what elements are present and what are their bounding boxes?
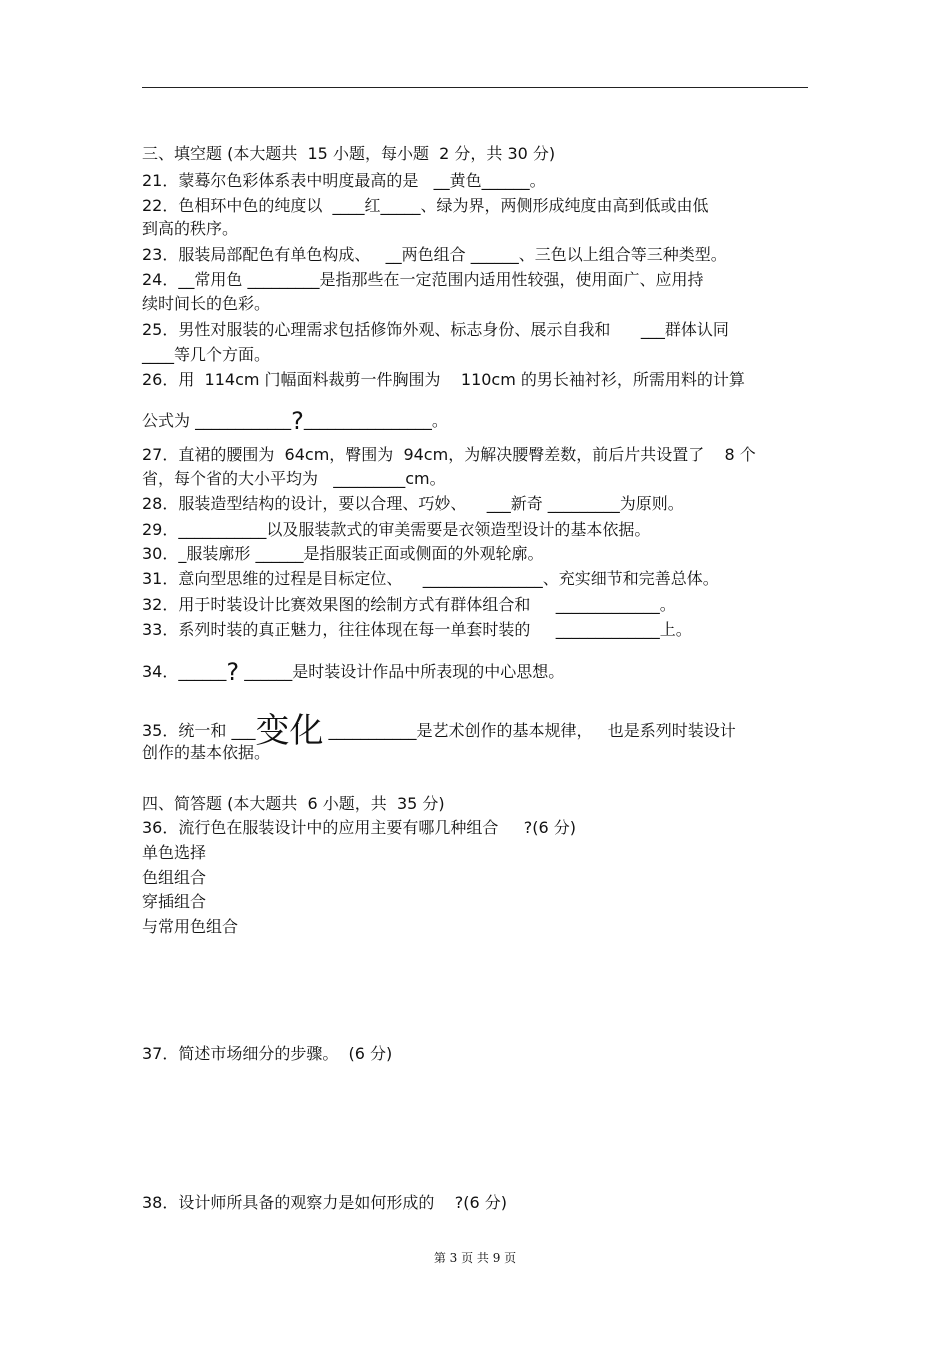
- question-35-pre: 35．统一和 ___: [142, 721, 256, 740]
- answer-36-4: 与常用色组合: [142, 917, 239, 936]
- question-30: 30．_服装廓形 ______是指服装正面或侧面的外观轮廓。: [142, 544, 544, 563]
- question-34: [142, 660, 564, 684]
- answer-36-1: 单色选择: [142, 843, 207, 862]
- question-29: 29．___________以及服装款式的审美需要是衣领造型设计的基本依据。: [142, 520, 651, 539]
- question-26-line2: [142, 409, 448, 433]
- question-22-line2: 到高的秩序。: [142, 219, 239, 238]
- question-21: 21．蒙蓦尔色彩体系表中明度最高的是 __黄色______。: [142, 171, 546, 190]
- section-short-header: 四、简答题 (本大题共 6 小题，共 35 分): [142, 794, 445, 813]
- question-26-line2-pre: 公式为 ____________: [142, 411, 292, 430]
- question-33: 33．系列时装的真正魅力，往往体现在每一单套时装的 _____________上。: [142, 620, 692, 639]
- question-23: 23．服装局部配色有单色构成、 __两色组合 ______、三色以上组合等三种类型。: [142, 245, 727, 264]
- question-38: 38．设计师所具备的观察力是如何形成的 ?(6 分): [142, 1193, 507, 1212]
- question-34-post: ______是时装设计作品中所表现的中心思想。: [239, 662, 565, 681]
- question-24-line2: 续时间长的色彩。: [142, 294, 271, 313]
- question-37: 37．简述市场细分的步骤。 (6 分): [142, 1044, 393, 1063]
- question-mark: ?: [226, 658, 240, 686]
- question-31: 31．意向型思维的过程是目标定位、 _______________、充实细节和完善总体。: [142, 569, 719, 588]
- question-26-line1: 26．用 114cm 门幅面料裁剪一件胸围为 110cm 的男长袖衬衫，所需用料的计算: [142, 370, 745, 389]
- question-34-pre: 34．______: [142, 662, 227, 681]
- section-fill-header: 三、填空题 (本大题共 15 小题，每小题 2 分，共 30 分): [142, 144, 556, 163]
- question-28: 28．服装造型结构的设计，要以合理、巧妙、 ___新奇 _________为原则。: [142, 494, 684, 513]
- question-26-line2-post: ________________。: [303, 411, 448, 430]
- answer-36-2: 色组组合: [142, 868, 207, 887]
- question-27-line1: 27．直裙的腰围为 64cm，臀围为 94cm，为解决腰臀差数，前后片共设置了 8 个: [142, 445, 756, 464]
- answer-36-3: 穿插组合: [142, 892, 207, 911]
- question-27-line2: 省，每个省的大小平均为 _________cm。: [142, 469, 446, 488]
- question-32: 32．用于时装设计比赛效果图的绘制方式有群体组合和 _____________。: [142, 595, 676, 614]
- question-35-post: ___________是艺术创作的基本规律， 也是系列时装设计: [323, 721, 736, 740]
- header-rule: [142, 87, 808, 88]
- question-24-line1: 24．__常用色 _________是指那些在一定范围内适用性较强，使用面广、应用持: [142, 270, 704, 289]
- page-footer: 第 3 页 共 9 页: [433, 1251, 517, 1265]
- question-35-line2: 创作的基本依据。: [142, 743, 271, 762]
- question-22-line1: 22．色相环中色的纯度以 ____红_____、绿为界，两侧形成纯度由高到低或由低: [142, 196, 709, 215]
- question-25-line2: ____等几个方面。: [142, 345, 271, 364]
- question-mark: ?: [291, 407, 304, 435]
- handwritten-answer: 变化: [255, 711, 324, 751]
- question-25-line1: 25．男性对服装的心理需求包括修饰外观、标志身份、展示自我和 ___群体认同: [142, 320, 729, 339]
- question-36: 36．流行色在服装设计中的应用主要有哪几种组合 ?(6 分): [142, 818, 577, 837]
